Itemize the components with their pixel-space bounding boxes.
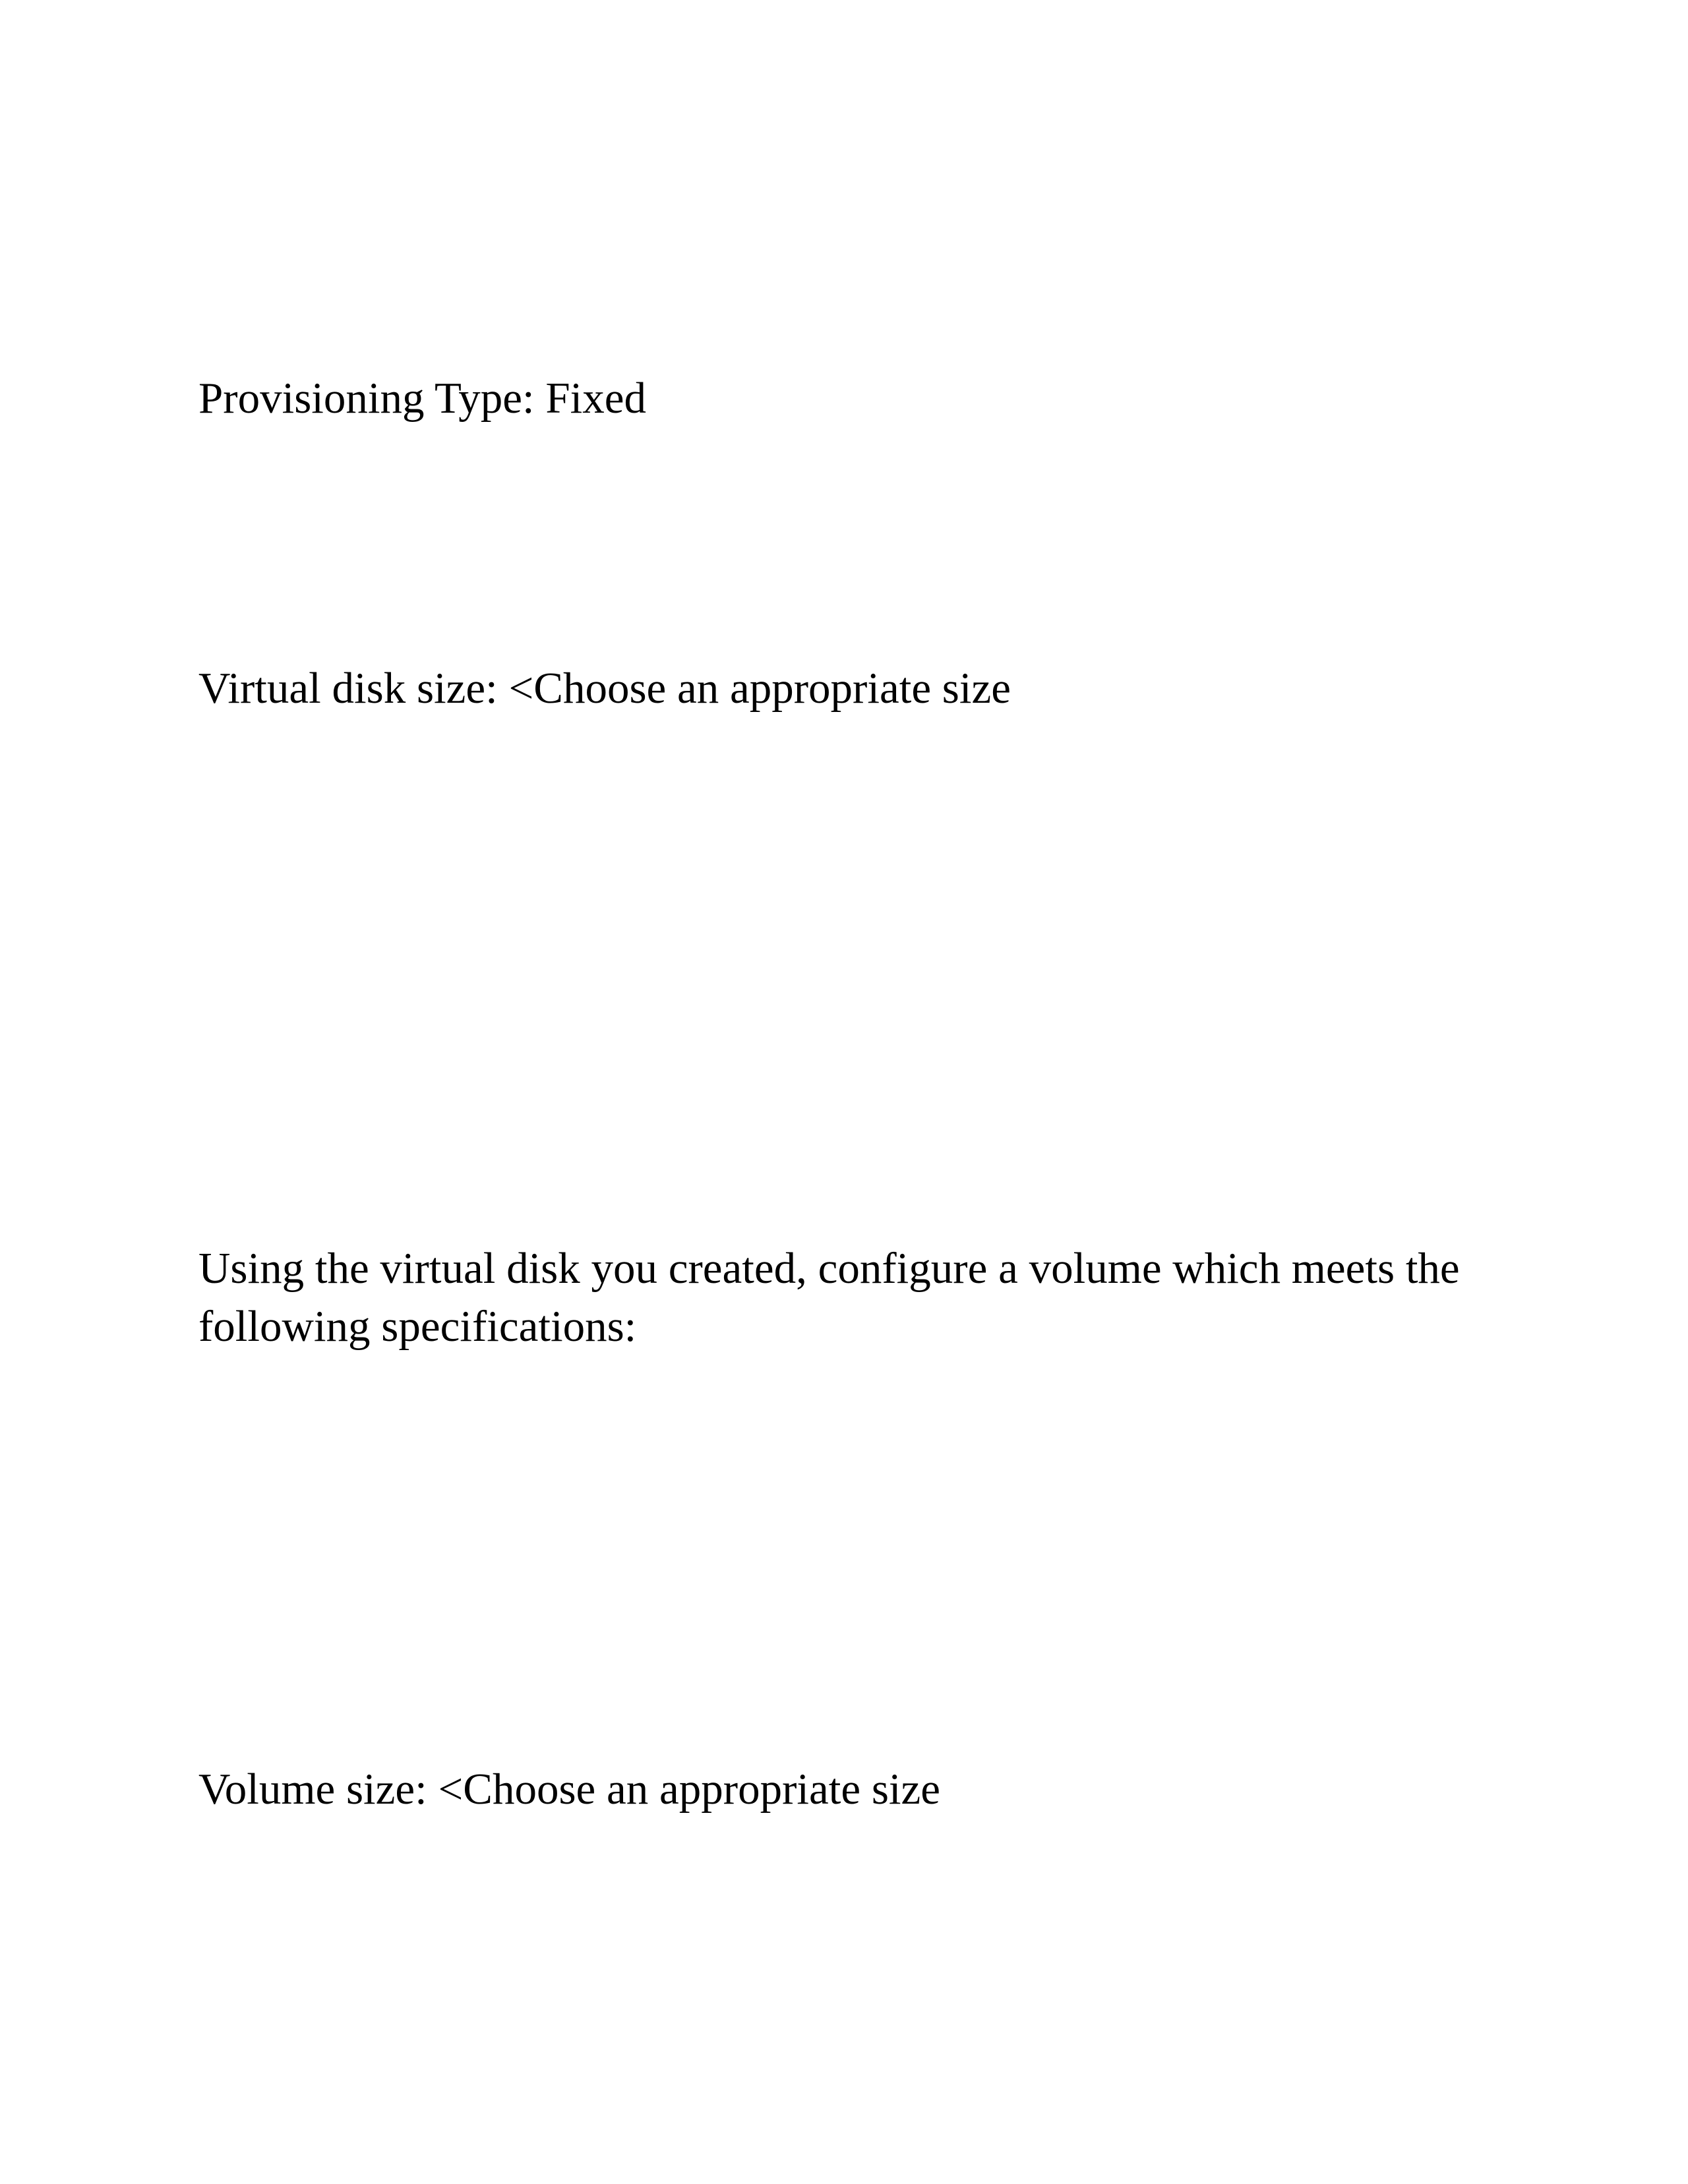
volume-instruction-line-2: following specifications:: [198, 1302, 637, 1351]
volume-size-line: Volume size: <Choose an appropriate size: [198, 1765, 940, 1814]
volume-instruction-paragraph: [198, 1239, 1517, 1355]
virtual-disk-size-line: Virtual disk size: <Choose an appropriate size: [198, 664, 1011, 713]
volume-instruction-line-1: Using the virtual disk you created, configure a volume which meets the: [198, 1244, 1460, 1293]
provisioning-type-line: Provisioning Type: Fixed: [198, 374, 646, 423]
